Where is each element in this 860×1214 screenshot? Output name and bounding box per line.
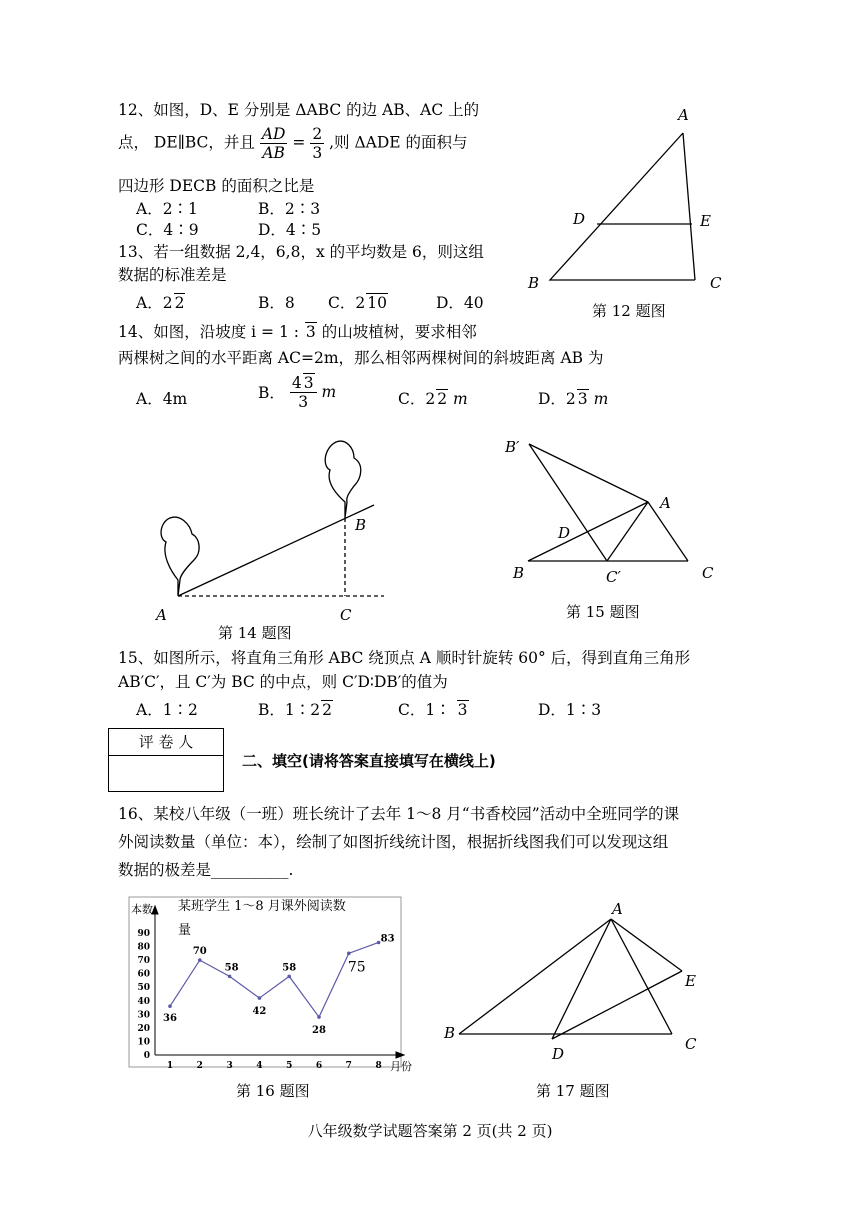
chart-point bbox=[168, 1004, 172, 1008]
q15-line1: 15、如图所示，将直角三角形 ABC 绕顶点 A 顺时针旋转 60° 后，得到直角三角形 bbox=[118, 649, 691, 667]
chart-x-tick-label: 7 bbox=[345, 1061, 352, 1071]
q16-line2: 外阅读数量（单位：本），绘制了如图折线统计图，根据折线图我们可以发现这组 bbox=[118, 833, 669, 851]
q14-label-c: C bbox=[340, 606, 352, 624]
q14-figure bbox=[140, 430, 400, 630]
grader-score-cell[interactable] bbox=[109, 756, 223, 791]
chart-y-ticks bbox=[137, 929, 150, 1061]
chart-point bbox=[347, 952, 351, 956]
q17-segment-ae bbox=[611, 919, 682, 971]
chart-y-tick-label: 80 bbox=[137, 942, 150, 953]
q12-line2-post: ,则 ΔADE 的面积与 bbox=[329, 133, 468, 152]
q12-frac-2-3: $\frac{2}{3}$ bbox=[312, 125, 323, 162]
q17-label-a: A bbox=[612, 900, 623, 918]
section2-title: 二、填空(请将答案直接填写在横线上) bbox=[242, 752, 496, 770]
q13-option-a[interactable]: A．2 2 bbox=[136, 294, 185, 312]
q14-caption: 第 14 题图 bbox=[218, 624, 292, 642]
chart-data-label: 58 bbox=[224, 962, 239, 974]
q12-label-a: A bbox=[678, 106, 689, 124]
chart-y-tick-label: 30 bbox=[137, 1010, 150, 1021]
q17-label-b: B bbox=[444, 1024, 456, 1042]
q15-option-a[interactable]: A．1∶2 bbox=[136, 701, 198, 719]
q15-figure bbox=[500, 430, 730, 590]
q15-segment-acp bbox=[607, 502, 648, 561]
q14-label-a: A bbox=[156, 606, 167, 624]
q12-option-b[interactable]: B．2∶3 bbox=[258, 200, 321, 218]
q15-segment-ba bbox=[528, 502, 648, 561]
page-footer: 八年级数学试题答案第 2 页(共 2 页) bbox=[307, 1122, 553, 1140]
chart-data-label: 70 bbox=[192, 946, 207, 958]
chart-x-tick-label: 8 bbox=[375, 1061, 382, 1071]
q15-label-b: B bbox=[513, 564, 525, 582]
chart-y-tick-label: 0 bbox=[143, 1051, 150, 1061]
chart-x-arrow-icon bbox=[396, 1052, 404, 1058]
q15-label-a: A bbox=[660, 494, 671, 512]
chart-y-tick-label: 60 bbox=[137, 969, 150, 980]
q16-chart-frame bbox=[129, 897, 401, 1067]
q12-figure bbox=[520, 100, 740, 300]
chart-x-tick-label: 5 bbox=[286, 1061, 293, 1071]
q13-option-d[interactable]: D．40 bbox=[436, 294, 484, 312]
q17-caption: 第 17 题图 bbox=[536, 1082, 610, 1100]
q12-caption: 第 12 题图 bbox=[592, 302, 666, 320]
chart-x-tick-label: 6 bbox=[315, 1061, 323, 1071]
q15-label-bp: B′ bbox=[505, 438, 520, 456]
q15-label-d: D bbox=[558, 524, 571, 542]
chart-data-label: 75 bbox=[347, 959, 366, 976]
chart-data-label: 28 bbox=[312, 1025, 326, 1037]
q14-option-b[interactable]: B． $\frac{4 3}{3}$ m bbox=[258, 374, 337, 411]
chart-x-tick-label: 1 bbox=[166, 1061, 174, 1071]
q14-option-c[interactable]: C．2 2 m bbox=[398, 390, 468, 408]
q12-line2-pre: 点， DE∥BC，并且 bbox=[118, 133, 255, 152]
q12-line3: 四边形 DECB 的面积之比是 bbox=[118, 177, 315, 195]
q15-caption: 第 15 题图 bbox=[566, 603, 640, 621]
q17-segment-de bbox=[552, 971, 682, 1039]
chart-y-tick-label: 40 bbox=[137, 996, 150, 1007]
q13-option-c[interactable]: C．2 10 bbox=[328, 294, 387, 312]
q14-option-d[interactable]: D．2 3 m bbox=[538, 390, 609, 408]
chart-title-line1: 某班学生 1～8 月课外阅读数 bbox=[178, 899, 346, 914]
q14-line2: 两棵树之间的水平距离 AC=2m，那么相邻两棵树间的斜坡距离 AB 为 bbox=[118, 349, 604, 367]
q13-line2: 数据的标准差是 bbox=[118, 266, 227, 284]
q12-label-e: E bbox=[700, 212, 711, 230]
q15-option-d[interactable]: D．1∶3 bbox=[538, 701, 602, 719]
chart-y-tick-label: 50 bbox=[137, 983, 150, 994]
chart-x-ticks bbox=[167, 1061, 382, 1071]
chart-data-label: 83 bbox=[380, 933, 395, 945]
q13-option-b[interactable]: B．8 bbox=[258, 294, 295, 312]
grader-box bbox=[108, 728, 224, 792]
q15-label-c: C bbox=[702, 564, 714, 582]
q17-segment-ac bbox=[611, 919, 672, 1034]
q17-segment-ab bbox=[459, 919, 611, 1034]
q17-label-c: C bbox=[685, 1035, 697, 1053]
chart-title-line2: 量 bbox=[178, 923, 192, 938]
q12-triangle-left bbox=[550, 133, 695, 280]
chart-data-label: 36 bbox=[163, 1013, 177, 1025]
q14-label-b: B bbox=[355, 516, 367, 534]
chart-point bbox=[317, 1015, 321, 1019]
q14-tree-left-icon bbox=[161, 517, 199, 596]
q13-line1: 13、若一组数据 2,4，6,8，x 的平均数是 6，则这组 bbox=[118, 243, 484, 261]
q17-label-e: E bbox=[685, 972, 696, 990]
q12-triangle-right bbox=[683, 133, 695, 280]
chart-point bbox=[228, 975, 232, 979]
q15-option-b[interactable]: B．1∶2 2 bbox=[258, 701, 332, 719]
q12-option-c[interactable]: C．4∶9 bbox=[136, 221, 199, 239]
q15-segment-bpcp bbox=[529, 444, 607, 561]
chart-point bbox=[287, 975, 291, 979]
chart-data-label: 58 bbox=[282, 962, 297, 974]
q12-label-d: D bbox=[573, 210, 586, 228]
q12-option-d[interactable]: D．4∶5 bbox=[258, 221, 322, 239]
chart-y-tick-label: 20 bbox=[137, 1023, 150, 1034]
q15-segment-bpa bbox=[529, 444, 648, 502]
q17-label-d: D bbox=[552, 1045, 565, 1063]
q16-chart bbox=[128, 896, 412, 1078]
chart-xlabel: 月份 bbox=[390, 1060, 412, 1073]
q17-figure bbox=[440, 896, 720, 1066]
q16-line1: 16、某校八年级（一班）班长统计了去年 1～8 月“书香校园”活动中全班同学的课 bbox=[118, 805, 680, 823]
chart-y-tick-label: 90 bbox=[137, 929, 150, 939]
q12-label-b: B bbox=[528, 274, 540, 292]
chart-x-tick-label: 4 bbox=[256, 1061, 263, 1071]
grader-label: 评 卷 人 bbox=[109, 729, 223, 756]
chart-y-tick-label: 10 bbox=[137, 1037, 150, 1048]
q12-frac-ad-ab: $\frac{AD}{AB}$ bbox=[261, 125, 286, 162]
chart-data-label: 42 bbox=[252, 1006, 267, 1018]
chart-x-tick-label: 2 bbox=[196, 1061, 203, 1071]
q15-option-c[interactable]: C．1∶ 3 bbox=[398, 701, 468, 719]
chart-y-tick-label: 70 bbox=[137, 956, 150, 967]
q16-caption: 第 16 题图 bbox=[236, 1082, 310, 1100]
chart-point bbox=[258, 996, 262, 1000]
q15-line2: AB′C′，且 C′为 BC 的中点，则 C′D∶DB′的值为 bbox=[118, 673, 448, 691]
chart-point bbox=[198, 958, 202, 962]
chart-ylabel: 本数 bbox=[131, 903, 153, 916]
chart-x-tick-label: 3 bbox=[226, 1061, 233, 1071]
q15-label-cp: C′ bbox=[606, 568, 621, 586]
q12-label-c: C bbox=[710, 274, 722, 292]
q12-line2: 点， DE∥BC，并且 $\frac{AD}{AB}$ = $\frac{2}{3}$ ,则 ΔADE 的面积与 bbox=[118, 125, 468, 162]
q14-line1: 14、如图，沿坡度 i = 1 : 3 的山坡植树，要求相邻 bbox=[118, 323, 477, 341]
q12-line1: 12、如图，D、E 分别是 ΔABC 的边 AB、AC 上的 bbox=[118, 101, 480, 119]
q14-option-a[interactable]: A．4m bbox=[136, 390, 188, 408]
q12-option-a[interactable]: A．2∶1 bbox=[136, 200, 198, 218]
q14-tree-right-icon bbox=[325, 441, 361, 518]
q17-segment-ad bbox=[552, 919, 611, 1039]
q16-line3: 数据的极差是__________. bbox=[118, 861, 294, 879]
